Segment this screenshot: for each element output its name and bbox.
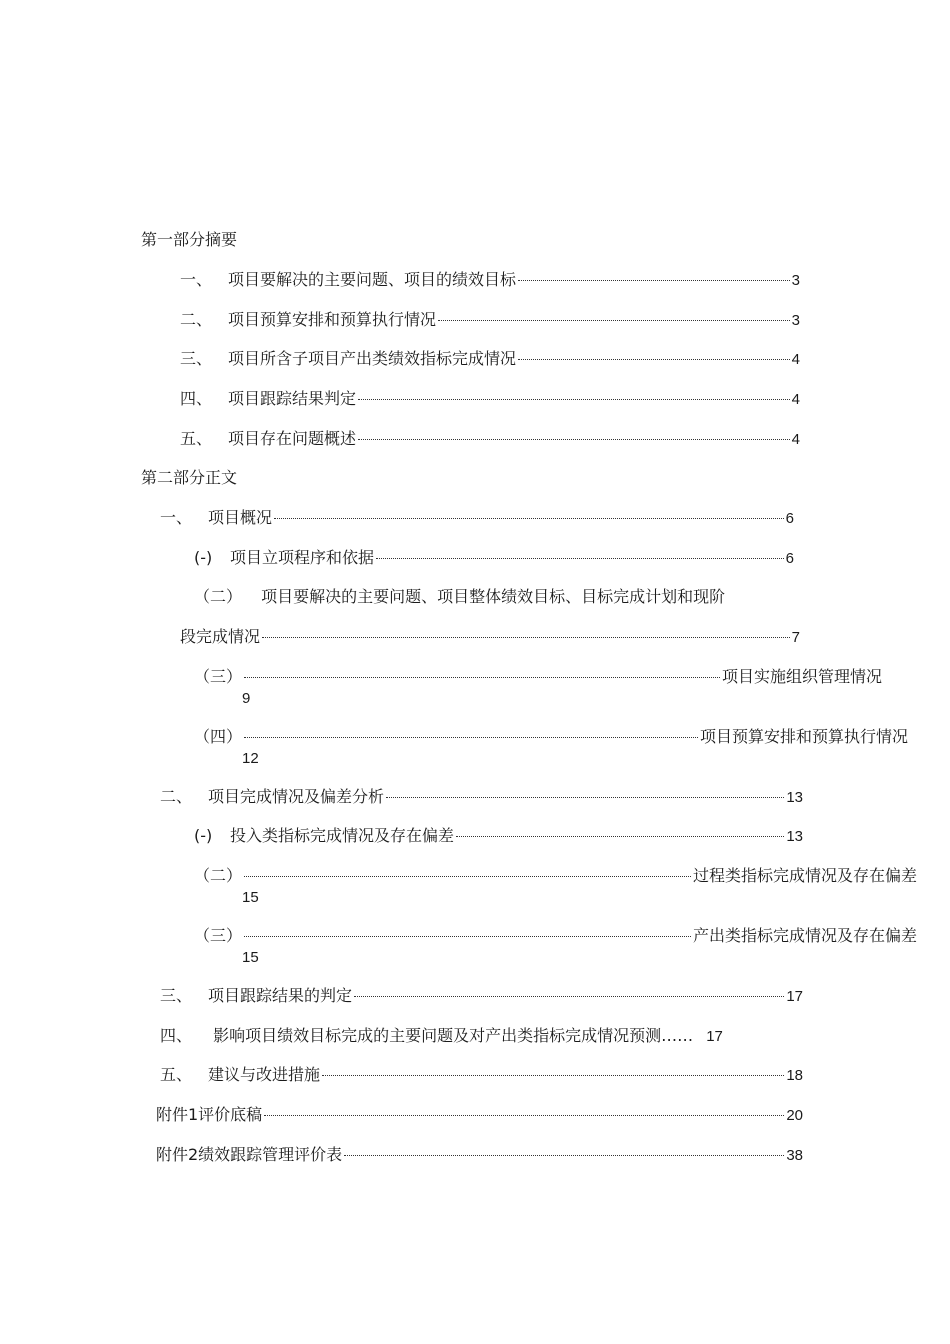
- entry-page: 3: [791, 312, 800, 329]
- dot-leader: [376, 558, 784, 559]
- dot-leader: [344, 1155, 784, 1156]
- toc-entry[interactable]: [194, 926, 917, 946]
- entry-number: 一、: [180, 270, 213, 289]
- entry-number: 三、: [180, 349, 213, 368]
- entry-title: 项目预算安排和预算执行情况: [699, 727, 908, 746]
- toc-entry[interactable]: [194, 587, 725, 607]
- entry-page: 13: [786, 828, 803, 845]
- toc-entry[interactable]: [180, 270, 800, 290]
- entry-number: 四、: [180, 389, 213, 408]
- entry-page: 15: [242, 949, 259, 966]
- entry-page: 6: [785, 550, 794, 567]
- dot-leader: [386, 797, 784, 798]
- entry-number: （四）: [194, 727, 243, 746]
- toc-entry[interactable]: [160, 986, 803, 1006]
- entry-number: 三、: [160, 986, 193, 1005]
- toc-entry[interactable]: [160, 508, 794, 528]
- toc-entry[interactable]: [160, 1026, 723, 1046]
- dot-leader: [438, 320, 790, 321]
- entry-page: 9: [242, 690, 251, 707]
- entry-title: 项目立项程序和依据: [230, 548, 375, 567]
- entry-title-continued: 段完成情况: [180, 627, 261, 646]
- entry-title: 项目完成情况及偏差分析: [208, 787, 385, 806]
- entry-page: 17: [706, 1028, 723, 1045]
- toc-entry[interactable]: [160, 1065, 803, 1085]
- dot-leader: [244, 936, 691, 937]
- entry-page: 3: [791, 272, 800, 289]
- entry-number: （二）: [194, 587, 243, 606]
- dot-leader: [262, 637, 790, 638]
- entry-number: （二）: [194, 866, 243, 885]
- entry-page: 6: [785, 510, 794, 527]
- entry-page: 17: [786, 988, 803, 1005]
- dot-leader: [264, 1115, 784, 1116]
- entry-page: 13: [786, 789, 803, 806]
- dot-leader: [456, 836, 784, 837]
- toc-entry[interactable]: [194, 667, 882, 687]
- entry-page: 38: [786, 1147, 803, 1164]
- entry-page: 12: [242, 750, 259, 767]
- dot-leader: [354, 996, 784, 997]
- toc-entry[interactable]: [180, 429, 800, 449]
- toc-entry[interactable]: [160, 787, 803, 807]
- toc-entry[interactable]: [180, 389, 800, 409]
- part1-title: 第一部分摘要: [141, 230, 238, 249]
- toc-entry[interactable]: [180, 310, 800, 330]
- entry-title: 建议与改进措施: [208, 1065, 321, 1084]
- entry-title: 项目概况: [208, 508, 273, 527]
- entry-title: 投入类指标完成情况及存在偏差: [230, 826, 455, 845]
- entry-number: (-): [194, 826, 213, 845]
- entry-page: 7: [791, 629, 800, 646]
- dot-leader: [244, 677, 720, 678]
- entry-number: 五、: [160, 1065, 193, 1084]
- dot-leader: [358, 399, 790, 400]
- entry-page: 18: [786, 1067, 803, 1084]
- entry-page: 20: [786, 1107, 803, 1124]
- entry-number: (-): [194, 548, 213, 567]
- toc-entry-continuation[interactable]: [180, 627, 800, 647]
- entry-title: 项目跟踪结果的判定: [208, 986, 353, 1005]
- toc-entry[interactable]: [194, 548, 794, 568]
- entry-page: 4: [791, 391, 800, 408]
- entry-page: 4: [791, 431, 800, 448]
- entry-title: 过程类指标完成情况及存在偏差: [692, 866, 917, 885]
- dot-leader: [244, 876, 691, 877]
- entry-title: 项目预算安排和预算执行情况: [228, 310, 437, 329]
- entry-title: 项目所含子项目产出类绩效指标完成情况: [228, 349, 517, 368]
- dot-leader: [518, 280, 790, 281]
- part2-title: 第二部分正文: [141, 468, 238, 487]
- entry-title: 附件2绩效跟踪管理评价表: [156, 1145, 343, 1164]
- toc-entry[interactable]: [194, 727, 908, 747]
- toc-entry[interactable]: [194, 866, 917, 886]
- entry-title: 产出类指标完成情况及存在偏差: [692, 926, 917, 945]
- entry-title: 影响项目绩效目标完成的主要问题及对产出类指标完成情况预测……: [213, 1026, 694, 1045]
- dot-leader: [244, 737, 698, 738]
- entry-number: 四、: [160, 1026, 193, 1045]
- dot-leader: [358, 439, 790, 440]
- entry-number: 二、: [180, 310, 213, 329]
- entry-title: 项目跟踪结果判定: [228, 389, 357, 408]
- entry-title: 附件1评价底稿: [156, 1105, 263, 1124]
- entry-title: 项目要解决的主要问题、项目整体绩效目标、目标完成计划和现阶: [261, 587, 726, 606]
- toc-entry[interactable]: [180, 349, 800, 369]
- toc-entry[interactable]: [156, 1145, 803, 1165]
- toc-entry[interactable]: [194, 826, 803, 846]
- entry-number: 一、: [160, 508, 193, 527]
- dot-leader: [322, 1075, 784, 1076]
- entry-page: 15: [242, 889, 259, 906]
- entry-number: 二、: [160, 787, 193, 806]
- entry-number: （三）: [194, 667, 243, 686]
- dot-leader: [518, 359, 790, 360]
- dot-leader: [274, 518, 784, 519]
- toc-entry[interactable]: [156, 1105, 803, 1125]
- entry-number: 五、: [180, 429, 213, 448]
- entry-title: 项目实施组织管理情况: [721, 667, 882, 686]
- entry-number: （三）: [194, 926, 243, 945]
- entry-page: 4: [791, 351, 800, 368]
- entry-title: 项目要解决的主要问题、项目的绩效目标: [228, 270, 517, 289]
- entry-title: 项目存在问题概述: [228, 429, 357, 448]
